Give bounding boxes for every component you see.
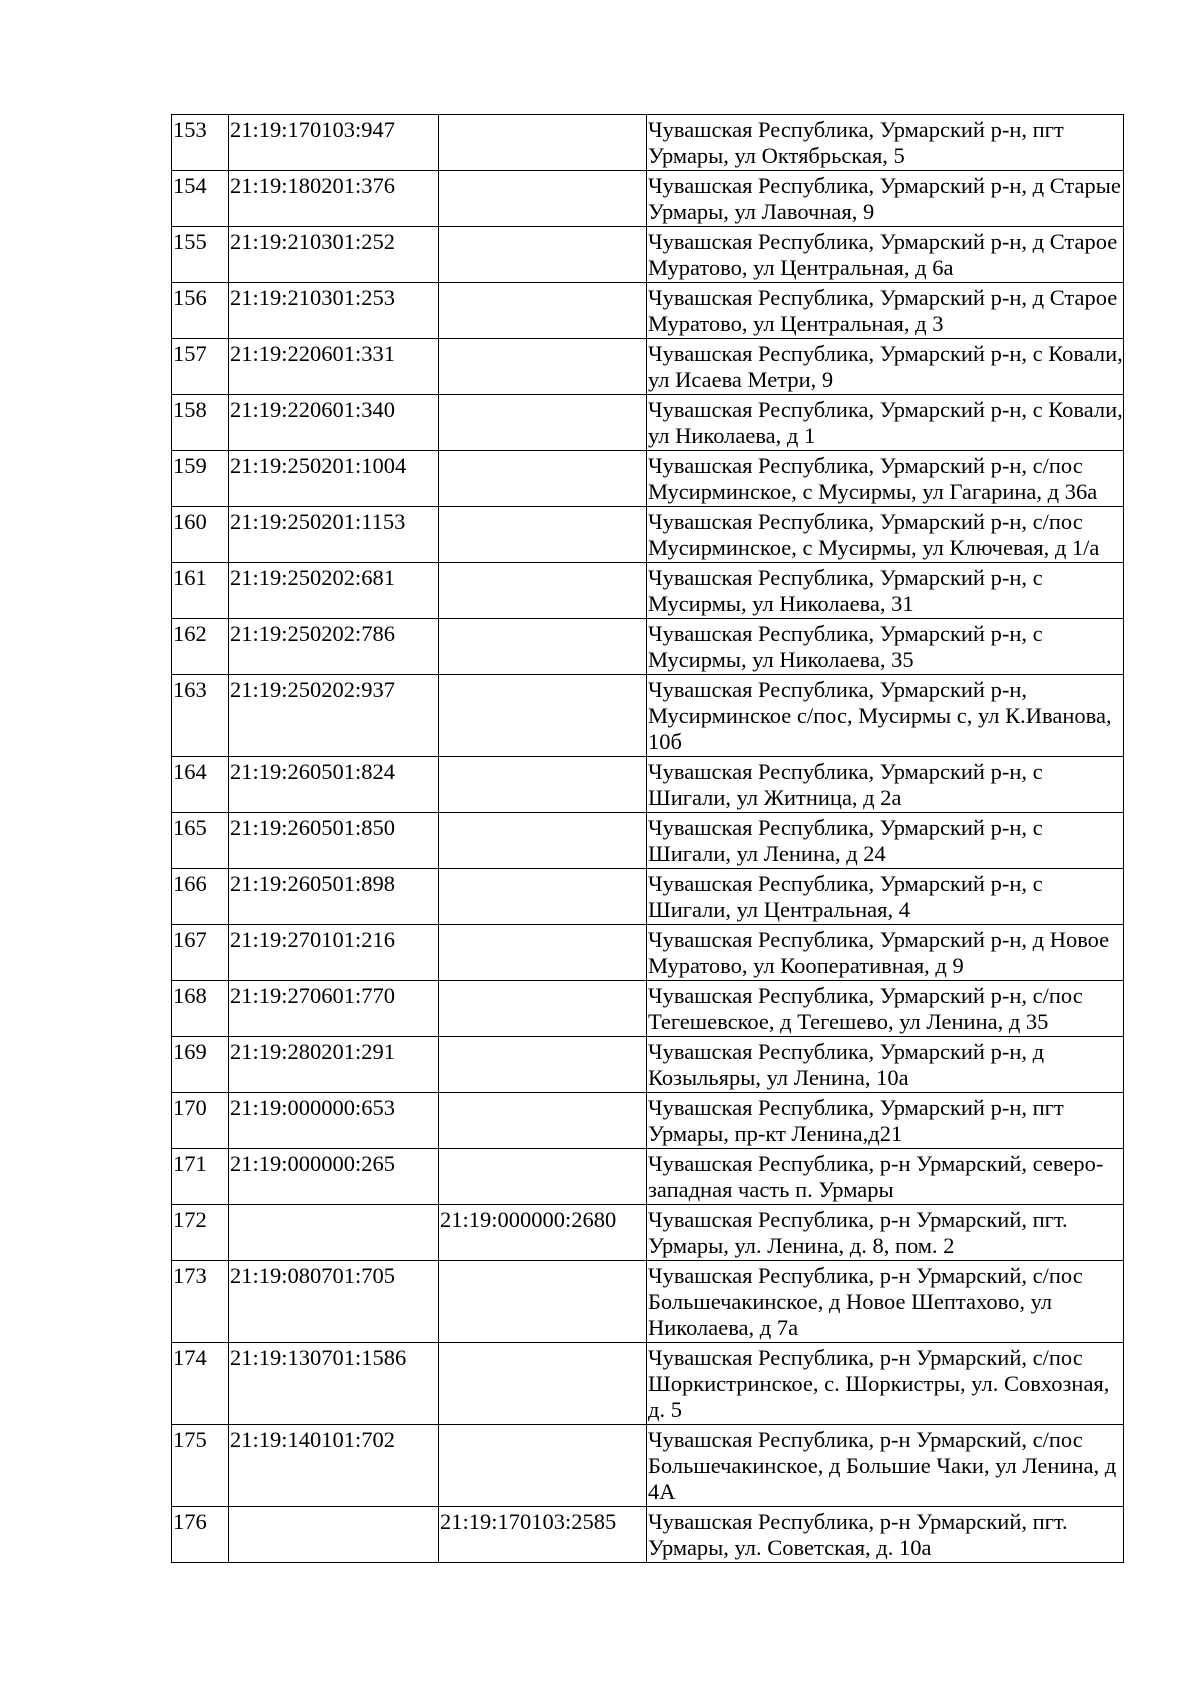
building-cadastral-number-cell [439, 227, 647, 283]
land-cadastral-number-cell: 21:19:180201:376 [229, 171, 439, 227]
address-cell: Чувашская Республика, Урмарский р-н, с Ковали, ул Николаева, д 1 [647, 395, 1124, 451]
table-row [172, 227, 1124, 283]
land-cadastral-number-cell: 21:19:170103:947 [229, 115, 439, 171]
land-cadastral-number-cell: 21:19:220601:340 [229, 395, 439, 451]
table-row [172, 563, 1124, 619]
table-row [172, 1425, 1124, 1507]
row-number-cell: 158 [172, 395, 229, 451]
address-cell: Чувашская Республика, Урмарский р-н, д Старые Урмары, ул Лавочная, 9 [647, 171, 1124, 227]
row-number-cell: 167 [172, 925, 229, 981]
table-row [172, 339, 1124, 395]
land-cadastral-number-cell: 21:19:250202:681 [229, 563, 439, 619]
row-number-cell: 172 [172, 1205, 229, 1261]
row-number-cell: 160 [172, 507, 229, 563]
land-cadastral-number-cell [229, 1507, 439, 1563]
building-cadastral-number-cell [439, 1037, 647, 1093]
building-cadastral-number-cell [439, 563, 647, 619]
land-cadastral-number-cell: 21:19:250202:786 [229, 619, 439, 675]
land-cadastral-number-cell: 21:19:210301:252 [229, 227, 439, 283]
address-cell: Чувашская Республика, Урмарский р-н, с Мусирмы, ул Николаева, 35 [647, 619, 1124, 675]
table-row [172, 1343, 1124, 1425]
table-row [172, 1507, 1124, 1563]
land-cadastral-number-cell: 21:19:140101:702 [229, 1425, 439, 1507]
row-number-cell: 168 [172, 981, 229, 1037]
land-cadastral-number-cell: 21:19:270101:216 [229, 925, 439, 981]
address-cell: Чувашская Республика, р-н Урмарский, с/пос Большечакинское, д Большие Чаки, ул Ленина, д 4А [647, 1425, 1124, 1507]
property-table [171, 114, 1124, 1563]
building-cadastral-number-cell [439, 675, 647, 757]
address-cell: Чувашская Республика, р-н Урмарский, пгт. Урмары, ул. Советская, д. 10а [647, 1507, 1124, 1563]
address-cell: Чувашская Республика, Урмарский р-н, с Ковали, ул Исаева Метри, 9 [647, 339, 1124, 395]
address-cell: Чувашская Республика, Урмарский р-н, пгт Урмары, пр-кт Ленина,д21 [647, 1093, 1124, 1149]
building-cadastral-number-cell [439, 869, 647, 925]
land-cadastral-number-cell: 21:19:260501:850 [229, 813, 439, 869]
row-number-cell: 169 [172, 1037, 229, 1093]
table-row [172, 1037, 1124, 1093]
row-number-cell: 163 [172, 675, 229, 757]
table-row [172, 283, 1124, 339]
table-row [172, 395, 1124, 451]
row-number-cell: 170 [172, 1093, 229, 1149]
row-number-cell: 175 [172, 1425, 229, 1507]
address-cell: Чувашская Республика, р-н Урмарский, пгт. Урмары, ул. Ленина, д. 8, пом. 2 [647, 1205, 1124, 1261]
table-row [172, 1261, 1124, 1343]
address-cell: Чувашская Республика, Урмарский р-н, пгт Урмары, ул Октябрьская, 5 [647, 115, 1124, 171]
row-number-cell: 159 [172, 451, 229, 507]
table-row [172, 1149, 1124, 1205]
row-number-cell: 174 [172, 1343, 229, 1425]
building-cadastral-number-cell [439, 1093, 647, 1149]
table-row [172, 1205, 1124, 1261]
row-number-cell: 165 [172, 813, 229, 869]
table-row [172, 757, 1124, 813]
land-cadastral-number-cell: 21:19:080701:705 [229, 1261, 439, 1343]
building-cadastral-number-cell [439, 395, 647, 451]
land-cadastral-number-cell: 21:19:260501:898 [229, 869, 439, 925]
address-cell: Чувашская Республика, Урмарский р-н, с Шигали, ул Ленина, д 24 [647, 813, 1124, 869]
address-cell: Чувашская Республика, Урмарский р-н, д Старое Муратово, ул Центральная, д 6а [647, 227, 1124, 283]
row-number-cell: 153 [172, 115, 229, 171]
land-cadastral-number-cell: 21:19:000000:653 [229, 1093, 439, 1149]
building-cadastral-number-cell [439, 1343, 647, 1425]
building-cadastral-number-cell [439, 283, 647, 339]
row-number-cell: 164 [172, 757, 229, 813]
land-cadastral-number-cell: 21:19:280201:291 [229, 1037, 439, 1093]
land-cadastral-number-cell: 21:19:250202:937 [229, 675, 439, 757]
building-cadastral-number-cell [439, 115, 647, 171]
building-cadastral-number-cell [439, 925, 647, 981]
address-cell: Чувашская Республика, Урмарский р-н, с/пос Мусирминское, с Мусирмы, ул Ключевая, д 1/а [647, 507, 1124, 563]
land-cadastral-number-cell: 21:19:250201:1153 [229, 507, 439, 563]
building-cadastral-number-cell [439, 507, 647, 563]
building-cadastral-number-cell [439, 171, 647, 227]
table-row [172, 619, 1124, 675]
table-row [172, 813, 1124, 869]
address-cell: Чувашская Республика, Урмарский р-н, д Новое Муратово, ул Кооперативная, д 9 [647, 925, 1124, 981]
address-cell: Чувашская Республика, Урмарский р-н, с/пос Мусирминское, с Мусирмы, ул Гагарина, д 36а [647, 451, 1124, 507]
building-cadastral-number-cell [439, 1149, 647, 1205]
building-cadastral-number-cell [439, 757, 647, 813]
row-number-cell: 154 [172, 171, 229, 227]
land-cadastral-number-cell [229, 1205, 439, 1261]
building-cadastral-number-cell [439, 619, 647, 675]
land-cadastral-number-cell: 21:19:220601:331 [229, 339, 439, 395]
land-cadastral-number-cell: 21:19:000000:265 [229, 1149, 439, 1205]
row-number-cell: 162 [172, 619, 229, 675]
row-number-cell: 166 [172, 869, 229, 925]
table-row [172, 507, 1124, 563]
building-cadastral-number-cell [439, 451, 647, 507]
row-number-cell: 157 [172, 339, 229, 395]
address-cell: Чувашская Республика, Урмарский р-н, д Старое Муратово, ул Центральная, д 3 [647, 283, 1124, 339]
land-cadastral-number-cell: 21:19:260501:824 [229, 757, 439, 813]
row-number-cell: 173 [172, 1261, 229, 1343]
table-row [172, 451, 1124, 507]
row-number-cell: 161 [172, 563, 229, 619]
address-cell: Чувашская Республика, Урмарский р-н, с/пос Тегешевское, д Тегешево, ул Ленина, д 35 [647, 981, 1124, 1037]
building-cadastral-number-cell [439, 981, 647, 1037]
table-row [172, 675, 1124, 757]
row-number-cell: 155 [172, 227, 229, 283]
table-row [172, 925, 1124, 981]
land-cadastral-number-cell: 21:19:270601:770 [229, 981, 439, 1037]
row-number-cell: 156 [172, 283, 229, 339]
row-number-cell: 176 [172, 1507, 229, 1563]
address-cell: Чувашская Республика, Урмарский р-н, с Мусирмы, ул Николаева, 31 [647, 563, 1124, 619]
table-row [172, 869, 1124, 925]
address-cell: Чувашская Республика, Урмарский р-н, с Шигали, ул Житница, д 2а [647, 757, 1124, 813]
table-row [172, 1093, 1124, 1149]
land-cadastral-number-cell: 21:19:130701:1586 [229, 1343, 439, 1425]
building-cadastral-number-cell: 21:19:170103:2585 [439, 1507, 647, 1563]
address-cell: Чувашская Республика, Урмарский р-н, Мусирминское с/пос, Мусирмы с, ул К.Иванова, 10б [647, 675, 1124, 757]
building-cadastral-number-cell: 21:19:000000:2680 [439, 1205, 647, 1261]
address-cell: Чувашская Республика, Урмарский р-н, д Козыльяры, ул Ленина, 10а [647, 1037, 1124, 1093]
land-cadastral-number-cell: 21:19:210301:253 [229, 283, 439, 339]
address-cell: Чувашская Республика, р-н Урмарский, северо-западная часть п. Урмары [647, 1149, 1124, 1205]
table-row [172, 981, 1124, 1037]
building-cadastral-number-cell [439, 339, 647, 395]
row-number-cell: 171 [172, 1149, 229, 1205]
table-row [172, 171, 1124, 227]
building-cadastral-number-cell [439, 1261, 647, 1343]
address-cell: Чувашская Республика, р-н Урмарский, с/пос Большечакинское, д Новое Шептахово, ул Николаева, д 7а [647, 1261, 1124, 1343]
building-cadastral-number-cell [439, 813, 647, 869]
table-body [172, 115, 1124, 1563]
building-cadastral-number-cell [439, 1425, 647, 1507]
land-cadastral-number-cell: 21:19:250201:1004 [229, 451, 439, 507]
table-row [172, 115, 1124, 171]
address-cell: Чувашская Республика, р-н Урмарский, с/пос Шоркистринское, с. Шоркистры, ул. Совхозная, д. 5 [647, 1343, 1124, 1425]
address-cell: Чувашская Республика, Урмарский р-н, с Шигали, ул Центральная, 4 [647, 869, 1124, 925]
